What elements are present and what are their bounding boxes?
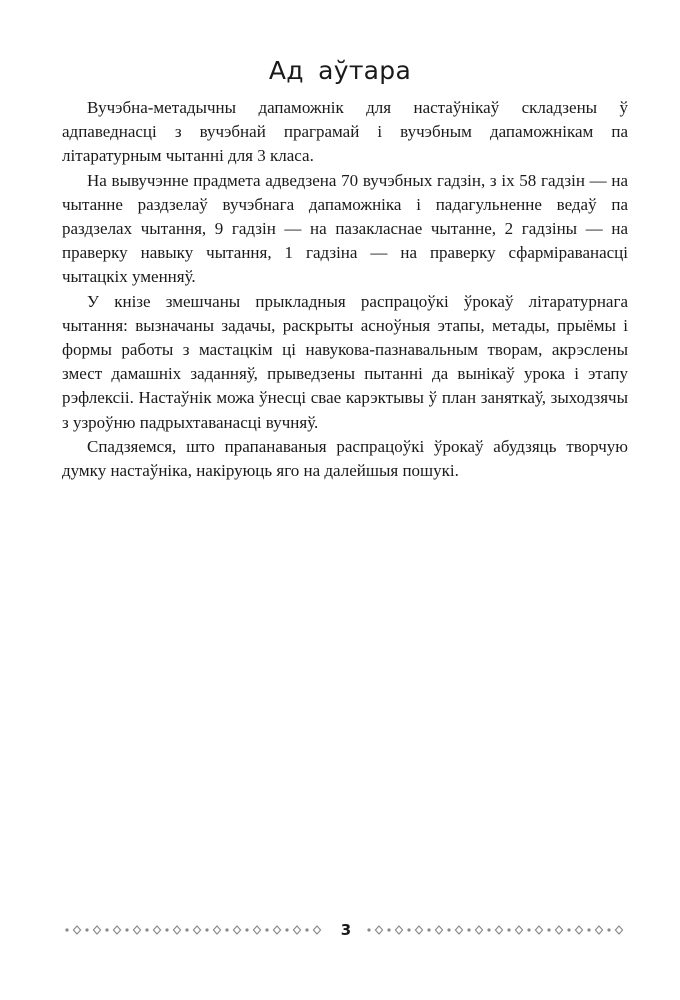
ornament-diamond	[133, 926, 140, 934]
paragraph-3: У кнізе змешчаны прыкладныя распрацоўкі ўрокаў літаратурнага чытання: вызначаны задачы, раскрыты асноўныя этапы, метады, прыёмы і формы работы з мастацкім ці навукова-пазнавальным творам, акрэслены змест дамашніх заданняў, прыведзены пытанні да вынікаў урока і этапу рэфлексіі. Настаўнік можа ўнесці свае карэктывы ў план заняткаў, зыходзячы з узроўню падрыхтаванасці вучняў.	[62, 291, 628, 432]
ornament-diamond	[455, 926, 462, 934]
ornament-dot	[527, 928, 530, 931]
ornament-dot	[305, 928, 308, 931]
body-text	[62, 96, 628, 483]
ornament-diamond	[375, 926, 382, 934]
page-number: 3	[340, 921, 352, 939]
ornament-dot	[427, 928, 430, 931]
ornament-diamond	[273, 926, 280, 934]
ornament-dot	[587, 928, 590, 931]
ornament-diamond	[293, 926, 300, 934]
ornament-left	[62, 920, 328, 940]
ornament-diamond	[615, 926, 622, 934]
ornament-diamond	[313, 926, 320, 934]
ornament-diamond	[475, 926, 482, 934]
ornament-diamond	[555, 926, 562, 934]
ornament-diamond	[415, 926, 422, 934]
ornament-dot	[85, 928, 88, 931]
ornament-diamond	[193, 926, 200, 934]
ornament-dot	[407, 928, 410, 931]
ornament-dot	[487, 928, 490, 931]
ornament-diamond	[253, 926, 260, 934]
ornament-diamond	[575, 926, 582, 934]
paragraph-1: Вучэбна-метадычны дапаможнік для настаўнікаў складзены ў адпаведнасці з вучэбнай праграмай і вучэбным дапаможнікам па літаратурным чытанні для 3 класа.	[62, 98, 628, 166]
ornament-dot	[145, 928, 148, 931]
ornament-dot	[165, 928, 168, 931]
ornament-dot	[245, 928, 248, 931]
ornament-diamond	[73, 926, 80, 934]
ornament-dot	[547, 928, 550, 931]
ornament-diamond	[113, 926, 120, 934]
ornament-dot	[507, 928, 510, 931]
ornament-diamond	[233, 926, 240, 934]
ornament-dot	[447, 928, 450, 931]
ornament-diamond	[595, 926, 602, 934]
ornament-dot	[285, 928, 288, 931]
paragraph-2: На вывучэнне прадмета адведзена 70 вучэбных гадзін, з іх 58 гадзін — на чытанне раздзелаў вучэбнага дапаможніка і падагульненне ведаў па раздзелах чытання, 9 гадзін — на пазакласнае чытанне, 2 гадзіны — на праверку навыку чытання, 1 гадзіна — на праверку сфарміраванасці чытацкіх уменняў.	[62, 170, 628, 287]
ornament-diamond	[213, 926, 220, 934]
ornament-dot	[105, 928, 108, 931]
ornament-diamond	[435, 926, 442, 934]
page-title: Ад аўтара	[268, 56, 412, 85]
ornament-dot	[607, 928, 610, 931]
ornament-dot	[225, 928, 228, 931]
ornament-dot	[367, 928, 370, 931]
ornament-dot	[265, 928, 268, 931]
ornament-diamond	[535, 926, 542, 934]
ornament-right	[364, 920, 628, 940]
ornament-diamond	[495, 926, 502, 934]
ornament-dot	[205, 928, 208, 931]
ornament-diamond	[515, 926, 522, 934]
page-footer	[62, 920, 628, 940]
ornament-dot	[387, 928, 390, 931]
ornament-diamond	[395, 926, 402, 934]
ornament-diamond	[153, 926, 160, 934]
ornament-dot	[185, 928, 188, 931]
ornament-dot	[567, 928, 570, 931]
ornament-dot	[65, 928, 68, 931]
ornament-dot	[467, 928, 470, 931]
ornament-diamond	[173, 926, 180, 934]
paragraph-4: Спадзяемся, што прапанаваныя распрацоўкі ўрокаў абудзяць творчую думку настаўніка, накіруюць яго на далейшыя пошукі.	[62, 436, 628, 481]
ornament-diamond	[93, 926, 100, 934]
ornament-dot	[125, 928, 128, 931]
